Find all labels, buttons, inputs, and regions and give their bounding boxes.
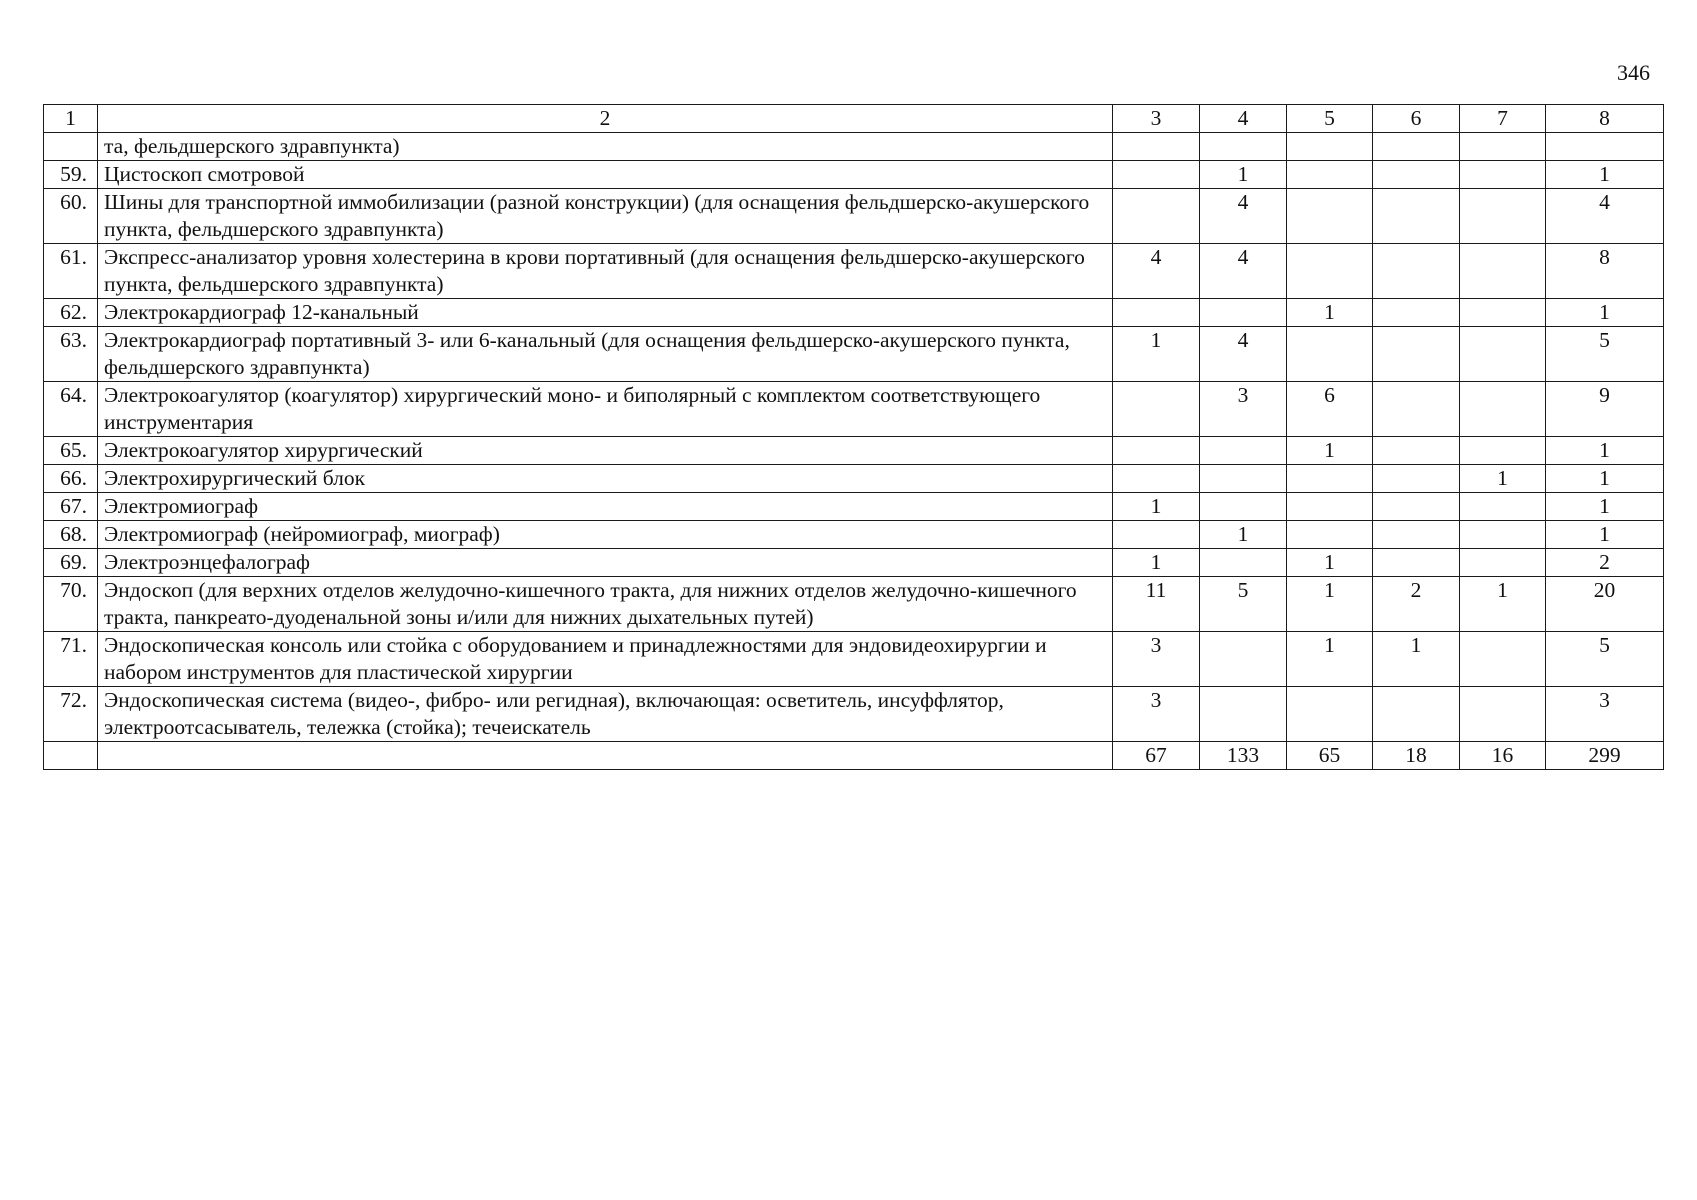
quantity-cell-c4: 133 — [1200, 742, 1287, 770]
quantity-cell-c4 — [1200, 465, 1287, 493]
row-number-cell — [44, 133, 98, 161]
totals-row — [44, 742, 1664, 770]
item-name-cell: Электрохирургический блок — [98, 465, 1113, 493]
quantity-cell-c3: 4 — [1113, 244, 1200, 299]
page-number: 346 — [1617, 60, 1650, 85]
quantity-cell-c8: 1 — [1546, 299, 1664, 327]
quantity-cell-c8: 1 — [1546, 521, 1664, 549]
quantity-cell-c4 — [1200, 437, 1287, 465]
item-name-cell: Электромиограф (нейромиограф, миограф) — [98, 521, 1113, 549]
row-number-cell: 60. — [44, 189, 98, 244]
table-row — [44, 632, 1664, 687]
quantity-cell-c4: 1 — [1200, 161, 1287, 189]
quantity-cell-c5 — [1287, 465, 1373, 493]
item-name-cell: Цистоскоп смотровой — [98, 161, 1113, 189]
quantity-cell-c3 — [1113, 465, 1200, 493]
quantity-cell-c6 — [1373, 549, 1460, 577]
row-number-cell — [44, 742, 98, 770]
column-header: 1 — [44, 105, 98, 133]
quantity-cell-c8: 1 — [1546, 493, 1664, 521]
quantity-cell-c8: 5 — [1546, 327, 1664, 382]
quantity-cell-c5: 1 — [1287, 577, 1373, 632]
quantity-cell-c6 — [1373, 244, 1460, 299]
quantity-cell-c7 — [1460, 437, 1546, 465]
quantity-cell-c4 — [1200, 493, 1287, 521]
item-name-cell: Шины для транспортной иммобилизации (разной конструкции) (для оснащения фельдшерско-акушерского пункта, фельдшерского здравпункта) — [98, 189, 1113, 244]
quantity-cell-c4: 4 — [1200, 327, 1287, 382]
quantity-cell-c5 — [1287, 161, 1373, 189]
quantity-cell-c6 — [1373, 161, 1460, 189]
item-name-cell: Электрокоагулятор (коагулятор) хирургический моно- и биполярный с комплектом соответствующего инструментария — [98, 382, 1113, 437]
quantity-cell-c3 — [1113, 437, 1200, 465]
quantity-cell-c5: 6 — [1287, 382, 1373, 437]
quantity-cell-c5 — [1287, 133, 1373, 161]
row-number-cell: 63. — [44, 327, 98, 382]
quantity-cell-c3 — [1113, 133, 1200, 161]
quantity-cell-c3: 1 — [1113, 549, 1200, 577]
table-row — [44, 465, 1664, 493]
quantity-cell-c8: 1 — [1546, 465, 1664, 493]
quantity-cell-c6 — [1373, 687, 1460, 742]
quantity-cell-c3 — [1113, 382, 1200, 437]
table-row — [44, 189, 1664, 244]
row-number-cell: 62. — [44, 299, 98, 327]
quantity-cell-c4 — [1200, 687, 1287, 742]
item-name-cell: Электроэнцефалограф — [98, 549, 1113, 577]
quantity-cell-c8: 1 — [1546, 437, 1664, 465]
column-header: 3 — [1113, 105, 1200, 133]
quantity-cell-c4: 3 — [1200, 382, 1287, 437]
quantity-cell-c7 — [1460, 299, 1546, 327]
row-number-cell: 70. — [44, 577, 98, 632]
quantity-cell-c6 — [1373, 465, 1460, 493]
item-name-cell: Электрокоагулятор хирургический — [98, 437, 1113, 465]
column-header: 7 — [1460, 105, 1546, 133]
quantity-cell-c3 — [1113, 299, 1200, 327]
quantity-cell-c7 — [1460, 161, 1546, 189]
row-number-cell: 71. — [44, 632, 98, 687]
quantity-cell-c7 — [1460, 549, 1546, 577]
quantity-cell-c6 — [1373, 437, 1460, 465]
row-number-cell: 61. — [44, 244, 98, 299]
quantity-cell-c5: 1 — [1287, 437, 1373, 465]
quantity-cell-c5 — [1287, 327, 1373, 382]
quantity-cell-c3: 1 — [1113, 493, 1200, 521]
row-number-cell: 69. — [44, 549, 98, 577]
quantity-cell-c6 — [1373, 521, 1460, 549]
row-number-cell: 65. — [44, 437, 98, 465]
quantity-cell-c8: 5 — [1546, 632, 1664, 687]
item-name-cell: Электрокардиограф 12-канальный — [98, 299, 1113, 327]
table-row — [44, 133, 1664, 161]
quantity-cell-c5 — [1287, 521, 1373, 549]
table-row — [44, 327, 1664, 382]
quantity-cell-c6: 1 — [1373, 632, 1460, 687]
quantity-cell-c3: 3 — [1113, 632, 1200, 687]
row-number-cell: 64. — [44, 382, 98, 437]
table-row — [44, 161, 1664, 189]
quantity-cell-c4: 4 — [1200, 189, 1287, 244]
quantity-cell-c7 — [1460, 189, 1546, 244]
table-row — [44, 299, 1664, 327]
quantity-cell-c4 — [1200, 632, 1287, 687]
equipment-table — [43, 104, 1664, 770]
table-header-row — [44, 105, 1664, 133]
quantity-cell-c7: 1 — [1460, 465, 1546, 493]
quantity-cell-c7 — [1460, 493, 1546, 521]
row-number-cell: 67. — [44, 493, 98, 521]
quantity-cell-c5: 1 — [1287, 299, 1373, 327]
quantity-cell-c4: 1 — [1200, 521, 1287, 549]
quantity-cell-c5 — [1287, 493, 1373, 521]
item-name-cell: Эндоскопическая система (видео-, фибро- или регидная), включающая: осветитель, инсуффлятор, электроотсасыватель, тележка (стойка); течеискатель — [98, 687, 1113, 742]
column-header: 4 — [1200, 105, 1287, 133]
quantity-cell-c7 — [1460, 327, 1546, 382]
table-row — [44, 437, 1664, 465]
quantity-cell-c3 — [1113, 161, 1200, 189]
table-row — [44, 244, 1664, 299]
table-row — [44, 521, 1664, 549]
quantity-cell-c3: 1 — [1113, 327, 1200, 382]
quantity-cell-c5: 1 — [1287, 632, 1373, 687]
quantity-cell-c5: 1 — [1287, 549, 1373, 577]
quantity-cell-c7: 16 — [1460, 742, 1546, 770]
quantity-cell-c6: 2 — [1373, 577, 1460, 632]
quantity-cell-c4: 4 — [1200, 244, 1287, 299]
quantity-cell-c5: 65 — [1287, 742, 1373, 770]
quantity-cell-c7 — [1460, 687, 1546, 742]
item-name-cell — [98, 742, 1113, 770]
quantity-cell-c8: 299 — [1546, 742, 1664, 770]
quantity-cell-c8: 3 — [1546, 687, 1664, 742]
item-name-cell: Эндоскопическая консоль или стойка с оборудованием и принадлежностями для эндовидеохирургии и набором инструментов для пластической хирургии — [98, 632, 1113, 687]
quantity-cell-c7 — [1460, 244, 1546, 299]
quantity-cell-c5 — [1287, 244, 1373, 299]
quantity-cell-c8: 2 — [1546, 549, 1664, 577]
quantity-cell-c7 — [1460, 382, 1546, 437]
quantity-cell-c3: 67 — [1113, 742, 1200, 770]
quantity-cell-c7 — [1460, 632, 1546, 687]
quantity-cell-c6 — [1373, 327, 1460, 382]
item-name-cell: Электромиограф — [98, 493, 1113, 521]
quantity-cell-c6 — [1373, 189, 1460, 244]
column-header: 6 — [1373, 105, 1460, 133]
quantity-cell-c3 — [1113, 189, 1200, 244]
quantity-cell-c7 — [1460, 133, 1546, 161]
table-row — [44, 549, 1664, 577]
quantity-cell-c4 — [1200, 299, 1287, 327]
column-header: 2 — [98, 105, 1113, 133]
item-name-cell: Электрокардиограф портативный 3- или 6-канальный (для оснащения фельдшерско-акушерского пункта, фельдшерского здравпункта) — [98, 327, 1113, 382]
item-name-cell: Экспресс-анализатор уровня холестерина в крови портативный (для оснащения фельдшерско-акушерского пункта, фельдшерского здравпункта) — [98, 244, 1113, 299]
quantity-cell-c8: 8 — [1546, 244, 1664, 299]
table-row — [44, 493, 1664, 521]
quantity-cell-c3 — [1113, 521, 1200, 549]
quantity-cell-c8 — [1546, 133, 1664, 161]
row-number-cell: 68. — [44, 521, 98, 549]
quantity-cell-c8: 9 — [1546, 382, 1664, 437]
quantity-cell-c4: 5 — [1200, 577, 1287, 632]
row-number-cell: 72. — [44, 687, 98, 742]
quantity-cell-c5 — [1287, 189, 1373, 244]
quantity-cell-c4 — [1200, 133, 1287, 161]
row-number-cell: 66. — [44, 465, 98, 493]
quantity-cell-c6 — [1373, 133, 1460, 161]
table-row — [44, 382, 1664, 437]
quantity-cell-c8: 4 — [1546, 189, 1664, 244]
table-row — [44, 577, 1664, 632]
column-header: 8 — [1546, 105, 1664, 133]
quantity-cell-c6 — [1373, 493, 1460, 521]
row-number-cell: 59. — [44, 161, 98, 189]
quantity-cell-c7 — [1460, 521, 1546, 549]
quantity-cell-c6 — [1373, 299, 1460, 327]
quantity-cell-c8: 20 — [1546, 577, 1664, 632]
quantity-cell-c8: 1 — [1546, 161, 1664, 189]
quantity-cell-c7: 1 — [1460, 577, 1546, 632]
quantity-cell-c6 — [1373, 382, 1460, 437]
quantity-cell-c5 — [1287, 687, 1373, 742]
column-header: 5 — [1287, 105, 1373, 133]
quantity-cell-c3: 11 — [1113, 577, 1200, 632]
quantity-cell-c6: 18 — [1373, 742, 1460, 770]
item-name-cell: Эндоскоп (для верхних отделов желудочно-кишечного тракта, для нижних отделов желудочно-кишечного тракта, панкреато-дуоденальной зоны и/или для нижних дыхательных путей) — [98, 577, 1113, 632]
quantity-cell-c4 — [1200, 549, 1287, 577]
quantity-cell-c3: 3 — [1113, 687, 1200, 742]
table-row — [44, 687, 1664, 742]
item-name-cell: та, фельдшерского здравпункта) — [98, 133, 1113, 161]
